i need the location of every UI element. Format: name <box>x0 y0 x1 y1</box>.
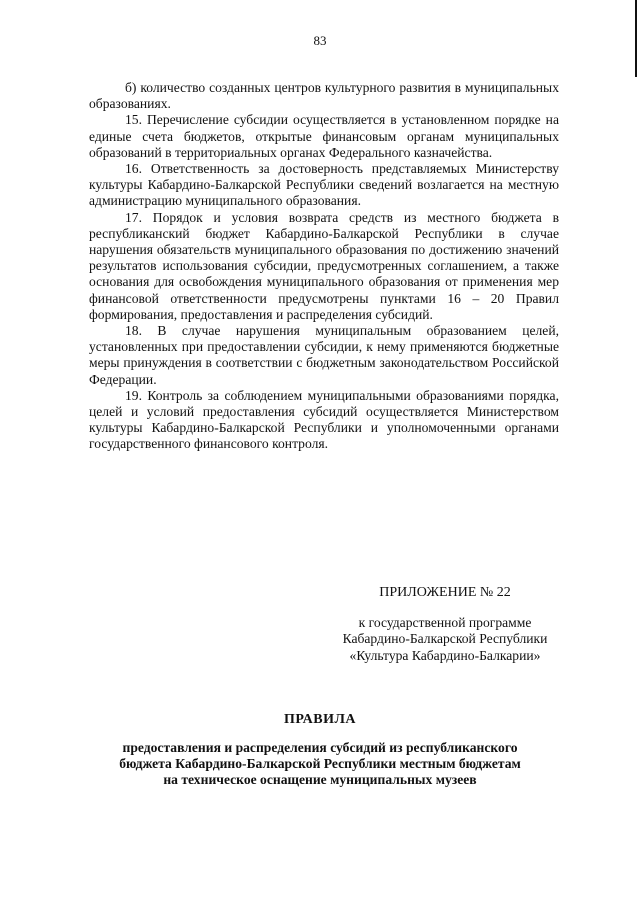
paragraph-19: 19. Контроль за соблюдением муниципальными образованиями порядка, целей и условий предоставления субсидий осуществляется Министерством культуры Кабардино-Балкарской Республики и уполномоченными органами государственного финансового контроля. <box>89 387 559 452</box>
annex-line-1: к государственной программе <box>358 615 532 631</box>
page-number: 83 <box>313 33 327 48</box>
rules-subtitle-line-1: предоставления и распределения субсидий из республиканского <box>122 740 518 755</box>
annex-line-3: «Культура Кабардино-Балкарии» <box>349 647 541 663</box>
paragraph-16: 16. Ответственность за достоверность представляемых Министерству культуры Кабардино-Балкарской Республики сведений возлагается на местную администрацию муниципального образования. <box>89 161 559 209</box>
paragraph-item-b: б) количество созданных центров культурного развития в муниципальных образованиях. <box>89 80 559 112</box>
rules-title: ПРАВИЛА <box>283 712 357 727</box>
annex-title: ПРИЛОЖЕНИЕ № 22 <box>379 585 511 600</box>
annex-line-2: Кабардино-Балкарской Республики <box>342 631 548 647</box>
rules-subtitle-line-2: бюджета Кабардино-Балкарской Республики местным бюджетам <box>119 756 521 772</box>
body-text <box>89 80 559 453</box>
rules-subtitle-line-3: на техническое оснащение муниципальных музеев <box>163 772 477 788</box>
page-edge-line <box>635 0 637 77</box>
paragraph-15: 15. Перечисление субсидии осуществляется в установленном порядке на единые счета бюджетов, открытые финансовым органам муниципальных образований в территориальных органах Федерального казначейства. <box>89 112 559 160</box>
paragraph-18: 18. В случае нарушения муниципальным образованием целей, установленных при предоставлении субсидии, к нему применяются бюджетные меры принуждения в соответствии с бюджетным законодательством Российской Федерации. <box>89 323 559 387</box>
paragraph-17: 17. Порядок и условия возврата средств из местного бюджета в республиканский бюджет Кабардино-Балкарской Республики в случае нарушения обязательств муниципального образования по достижению значений результатов использования субсидии, предусмотренных соглашением, а также основания для освобождения муниципального образования от применения мер финансовой ответственности предусмотрены пунктами 16 – 20 Правил формирования, предоставления и распределения субсидий. <box>89 209 559 322</box>
annex-block <box>300 585 590 664</box>
rules-subtitle <box>70 740 570 789</box>
